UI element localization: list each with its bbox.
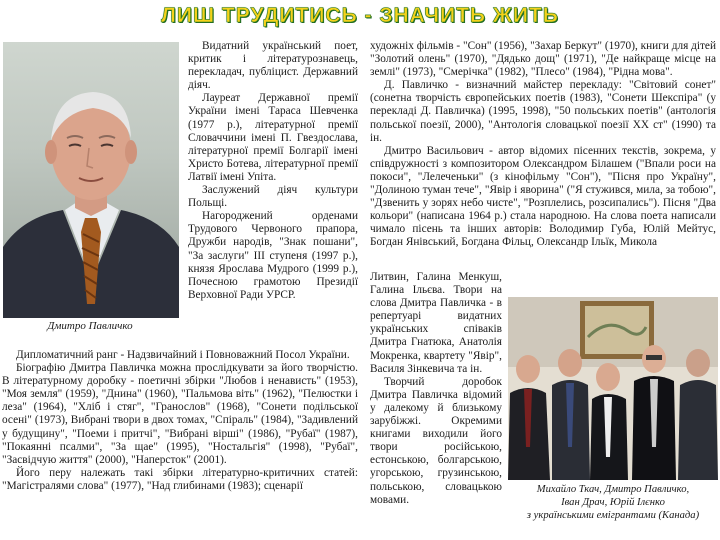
portrait-caption: Дмитро Павличко (47, 320, 133, 332)
paragraph: художніх фільмів - "Сон" (1956), "Захар Беркут" (1970), книги для дітей "Золотий олень" (1970), "Дядько дощ" (1971), "Де найкраще місце на землі" (1973), "Смерічка" (1982), "Плесо" (1984), "Рідна мова". (370, 40, 716, 79)
paragraph: Його перу належать такі збірки літературно-критичних статей: "Магістралями слова" (1977), "Над глибинами (1983); сценарії (2, 466, 358, 492)
paragraph: Дипломатичний ранг - Надзвичайний і Повноважний Посол України. (16, 349, 350, 361)
caption-line: з українськими емігрантами (Канада) (526, 510, 700, 521)
paragraph: Лауреат Державної премії України імені Тараса Шевченка (1977 р.), літературної премії Словаччини імені П. Гвездослава, літературної премії Болгарії імені Христо Ботева, літературної премії Латвії імені Упіта. (188, 92, 358, 183)
portrait-photo (3, 42, 179, 318)
group-photo (508, 297, 718, 480)
paragraph: Творчий доробок Дмитра Павличка відомий у далекому й близькому зарубіжжі. Окремими книгами виходили його твори російською, естонською, болгарською, угорською, грузинською, польською, словацькою мовами. (370, 375, 502, 506)
caption-line: Іван Драч, Юрій Ілєнко (561, 497, 665, 508)
text-column-intro (188, 40, 358, 302)
text-column-biography (2, 349, 358, 493)
text-column-songs (370, 271, 502, 507)
paragraph: Біографію Дмитра Павличка можна прослідкувати за його творчістю. В літературному доробку - поетичні збірки "Любов і ненависть" (1953), "Моя земля" (1959), "Днина" (1960), "Пальмова віть" (1962), "Пелюстки і леза" (1964), "Хліб і стяг", "Гранослов" (1968), "Сонети подільської осені" (1973), Вибрані твори в двох томах, "Спіраль" (1984), "Задивлений у будущину", "Поеми і притчі", "Вибрані вірші" (1986), "Рубаї" (1987), "Покаянні псалми", "За щае" (1995), "Ностальгія" (1998), "Рубаї", "Засвідчую життя" (2000), "Наперсток" (2001). (2, 362, 358, 466)
page-title: ЛИШ ТРУДИТИСЬ - ЗНАЧИТЬ ЖИТЬ (161, 4, 559, 27)
paragraph: Заслужений діяч культури Польщі. (188, 184, 358, 210)
paragraph: Литвин, Галина Менкуш, Галина Ільєва. Твори на слова Дмитра Павличка - в репертуарі видатних українських співаків Дмитра Гнатюка, Анатолія Мокренка, квартету "Явір", Василя Зінкевича та ін. (370, 271, 502, 375)
paragraph: Д. Павличко - визначний майстер перекладу: "Світовий сонет" (сонетна творчість європейських поетів (1983), "Сонети Шекспіра" (у перекладі Д. Павличка) (1995, 1998), "50 польських поетів" (антологія польської поезії, 2000), "Антологія словацької поезії ХХ ст" (1990) та ін. (370, 79, 716, 144)
group-photo-caption (508, 483, 718, 522)
text-column-works (370, 40, 716, 250)
caption-line: Михайло Ткач, Дмитро Павличко, (536, 484, 690, 495)
paragraph: Видатний український поет, критик і літературознавець, перекладач, публіцист. Державний діяч. (188, 40, 358, 92)
paragraph: Нагороджений орденами Трудового Червоного прапора, Дружби народів, "Знак пошани", "За заслуги" ІІІ ступеня (1997 р.), князя Ярослава Мудрого (1999 р.), Почесною грамотою Президії Верховної Ради УРСР. (188, 210, 358, 301)
paragraph: Дмитро Васильович - автор відомих пісенних текстів, зокрема, у співдружності з композитором Олександром Білашем ("Впали роси на покоси", "Лелеченьки" (з кінофільму "Сон"), "Пісня про Україну", "Долиною туман тече", "Явір і яворина" ("Я стужився, мила, за тобою", "Дзвенить у зорях небо чисте", "Розплелись, розсипались"). Пісня "Два кольори" (написана 1964 р.) стала народною. На слова поета написали чимало пісень та інших авторів: Володимир Губа, Юлій Мейтус, Богдан Янівський, Богдана Фільц, Олександр Ільїк, Микола (370, 144, 716, 249)
